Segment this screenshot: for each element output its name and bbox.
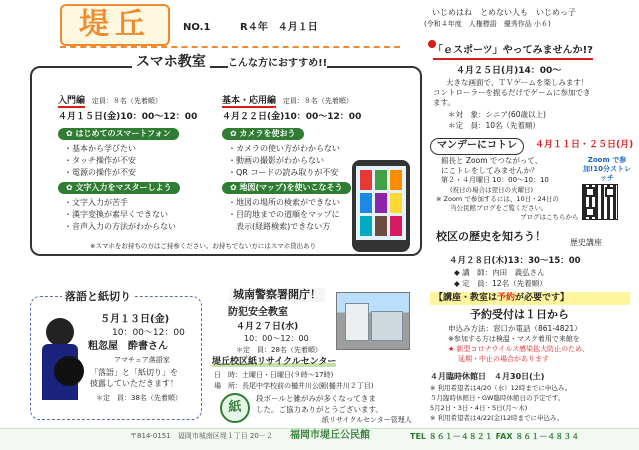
recycle-title [212,357,336,368]
closed-note1: ※ 利用希望者は4/20（水）12時までに申込み。 [430,384,572,392]
list-item: ・音声入力の方法がわからない [64,221,176,231]
rakugo-performer: 粗忽屋 酔書さん [88,341,168,352]
sports-desc3: ます。 [433,98,455,107]
manday-title: マンデーにコトレ [430,138,524,155]
manday-desc5: ※ Zoom で参加するには、10日・24日の [436,195,559,203]
history-lecturer: ◆ 講 師：内田 義弘さん [454,268,545,277]
recycle-stamp-icon [220,393,250,423]
sports-target: ＊対 象：シニア(60歳以上) [448,110,546,119]
smartphone-note: ※スマホをお持ちの方はご持参ください。お持ちでない方にはスマホ貸出あり [90,242,317,250]
header-divider [60,46,400,48]
list-item: ・電源の操作が不安 [64,167,136,177]
motto-line2: (令和４年度 人権標語 優秀作品 小６) [424,20,551,28]
police-time: 10：00～12：00 [244,334,309,343]
intro-topic2-list [64,198,218,232]
rakugo-capacity: ＊定 員：38名（先着順） [96,394,182,402]
list-item: ・QR コードの読み取りが不安 [228,167,339,177]
manday-desc6: 当公民館ブログをご覧ください。 [450,204,548,212]
history-date: ４月２８日(木)13：30～15：00 [449,256,581,266]
recycle-note1: 段ボールと雑がみが多くなってきま [256,394,376,403]
police-date: ４月２７日(水) [236,322,299,332]
rakugo-desc1: 「落語」と「紙切り」を [90,368,178,377]
rakugo-date: ５月１３日(金) [100,314,170,325]
reservation-note2: ★ 新型コロナウイルス感染拡大防止のため、 [448,345,589,353]
closed-note4: ※ 利用希望者は4/22(金)12時までに申込み。 [430,414,564,422]
list-item: ・地図の場所の検索ができない [228,197,340,207]
recycle-note2: した。ご協力ありがとうございます。 [256,405,383,414]
intro-heading: 入門編 [58,96,86,106]
manday-zoom-label: Zoom で参加!10分ストレッチ [583,156,631,182]
closed-note3: 5月2日・3日・4日・5日(月～木) [430,404,528,412]
intro-topic1: ✿ はじめてのスマートフォン [58,128,179,140]
header-logo [60,4,170,46]
smartphone-title: スマホ教室 [132,54,210,72]
reservation-how: 申込み方法：窓口か電話（861-4821） [448,324,582,333]
intro-topic2: ✿ 文字入力をマスターしよう [58,182,180,194]
advanced-heading: 基本・応用編 [222,96,277,106]
manday-desc1: 館長と Zoom でつながって、 [441,156,543,165]
footer-address: 〒814-0151 福岡市城南区堤１丁目 20－２ [130,432,273,440]
list-item: ・動画の撮影がわからない [228,155,324,165]
advanced-topic2: ✿ 地図(マップ)を使いこなそう [222,182,351,194]
list-item: ・カメラの使い方がわからない [228,143,340,153]
police-capacity: ＊定 員：28名（先着順） [236,346,322,354]
list-item: ・漢字変換が素早くできない [64,209,168,219]
rakugo-performer-photo [32,318,88,404]
history-tag: 歴史講座 [570,238,602,247]
intro-column [58,96,218,234]
sports-desc1: 大きな画面で、ＴＶゲームを楽しみます！ [446,78,589,87]
sports-desc2: コントローラーを振るだけでゲームに参加でき [433,88,591,97]
advanced-datetime: ４月２２日(金)10：00～12：00 [222,112,362,123]
intro-datetime: ４月１５日(金)10：00～12：00 [58,112,198,123]
qr-code[interactable] [582,184,618,220]
sports-capacity: ＊定 員：10名（先着順） [448,121,541,130]
recycle-stamp-text: 紙 [228,400,242,415]
smartphone-illustration [352,160,410,252]
history-title: 校区の歴史を知ろう！ [436,230,546,243]
recycle-title-text: 堤丘校区紙リサイクルセンター [212,357,337,367]
manday-dates: ４月１１日・２５日(月) [535,140,634,150]
rakugo-desc2: 披露していただきます！ [90,379,178,388]
smartphone-subtitle: こんな方におすすめ!! [228,58,328,69]
issue-date: R４年 ４月１日 [240,22,318,33]
sports-date: ４月２５日(月)14：00～ [456,66,562,76]
manday-desc2: にこトレをしてみませんか？ [441,166,539,175]
rakugo-title: 落語と紙切り [62,290,134,304]
advanced-capacity: 定員：８名（先着順） [282,97,353,105]
list-item: ・文字入力が苦手 [64,197,128,207]
reservation-emphasis: 予約 [497,293,516,303]
list-item: 表示(経路検索)できない方 [228,221,331,231]
intro-topic1-list [64,144,218,178]
logo-text: 堤丘 [79,7,151,42]
list-item: ・タッチ操作が不安 [64,155,136,165]
motto-line1: いじめはね とめない人も いじめっ子 [432,8,576,17]
issue-number: NO.1 [183,22,211,33]
manday-blog-link[interactable]: ブログはこちらから [520,213,579,221]
intro-capacity: 定員：８名（先着順） [91,97,162,105]
history-capacity: ◆ 定 員：12名（先着順） [454,279,547,288]
police-station-photo [336,292,410,350]
manday-desc4: (祝日の場合は翌日の火曜日) [450,186,534,194]
list-item: ・目的地までの道順をマップに [228,209,340,219]
closed-title: ４月臨時休館日 ４月30日(土) [430,372,545,381]
closed-note2: ５月臨時休館日・GW臨時休館日の予定です。 [430,394,565,402]
recycle-manager: 紙リサイクルセンター管理人 [322,416,412,424]
footer-phone: TEL ８６１－４８２１ FAX ８６１－４８３４ [410,432,580,441]
recycle-schedule: 日 時：土曜日・日曜日(９時～17時) [214,371,334,379]
reservation-note1: ※参加する方は検温・マスク着用で来館を [448,335,580,343]
police-title: 城南警察署開庁！ [229,288,325,302]
recycle-place: 場 所：長尾中学校前の樋井川公園(樋井川２丁目) [214,382,374,390]
footer-name: 福岡市堤丘公民館 [290,430,370,441]
advanced-topic1: ✿ カメラを使おう [222,128,304,140]
rakugo-time: 10：00～12：00 [112,328,185,338]
sports-title: 「ｅスポーツ」やってみませんか!? [433,45,593,60]
reservation-note3: 延期・中止の場合があります [458,355,549,363]
reservation-heading: 【講座・教室は予約が必要です】 [430,292,630,305]
reservation-start: 予約受付は１日から [470,308,569,321]
rakugo-role: アマチュア落語家 [114,356,170,364]
police-event: 防犯安全教室 [228,307,288,318]
manday-desc3: 第２・４月曜日 10：00～10：10 [441,176,549,184]
list-item: ・基本から学びたい [64,143,136,153]
